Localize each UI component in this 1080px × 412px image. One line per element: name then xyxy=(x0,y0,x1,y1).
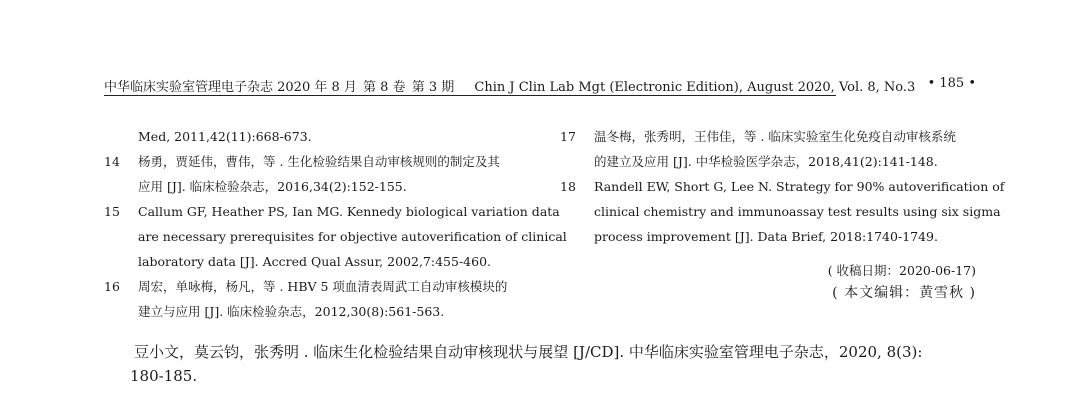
header-left xyxy=(104,76,917,95)
header-journal-cn: 中华临床实验室管理电子杂志 2020 年 8 月 xyxy=(104,80,357,95)
reference-number: 14 xyxy=(104,154,120,169)
reference-text: 杨勇，贾延伟，曹伟，等 . 生化检验结果自动审核规则的制定及其 xyxy=(138,154,500,169)
reference-text: process improvement [J]. Data Brief, 2018:1740-1749. xyxy=(594,229,938,244)
reference-text: Randell EW, Short G, Lee N. Strategy for 90% autoverification of xyxy=(594,179,1005,194)
citation-line: 180-185. xyxy=(130,367,198,385)
citation-line: 豆小文，莫云钧，张秀明 . 临床生化检验结果自动审核现状与展望 [J/CD]. 中华临床实验室管理电子杂志，2020, 8(3): xyxy=(134,343,923,361)
reference-text: Med, 2011,42(11):668-673. xyxy=(138,129,312,144)
reference-list-right xyxy=(560,124,1005,249)
reference-text: are necessary prerequisites for objective autoverification of clinical xyxy=(138,229,567,244)
reference-item xyxy=(104,199,567,274)
reference-text: clinical chemistry and immunoassay test results using six sigma xyxy=(594,204,1001,219)
reference-text: Callum GF, Heather PS, Ian MG. Kennedy biological variation data xyxy=(138,204,560,219)
header-volume: 第 8 卷 xyxy=(363,80,406,95)
reference-item xyxy=(104,149,529,199)
reference-text: laboratory data [J]. Accred Qual Assur, 2002,7:455-460. xyxy=(138,254,491,269)
header-journal-en: Chin J Clin Lab Mgt (Electronic Edition), August 2020, Vol. 8, No.3 xyxy=(474,80,916,95)
editor-credit: ( 本文编辑：黄雪秋 ) xyxy=(832,285,976,301)
page-number: • 185 • xyxy=(927,76,976,91)
reference-item xyxy=(104,274,529,324)
reference-text: 周宏，单咏梅，杨凡，等 . HBV 5 项血清表周武工自动审核模块的 xyxy=(138,279,508,294)
reference-text: 建立与应用 [J]. 临床检验杂志，2012,30(8):561-563. xyxy=(138,304,445,319)
citation-block xyxy=(130,340,994,388)
reference-number: 16 xyxy=(104,279,120,294)
reference-item xyxy=(104,124,529,149)
reference-text: 温冬梅，张秀明，王伟佳，等 . 临床实验室生化免疫自动审核系统 xyxy=(594,129,956,144)
reference-item xyxy=(560,124,980,174)
reference-number: 18 xyxy=(560,179,576,194)
receipt-block xyxy=(828,260,976,304)
header-issue: 第 3 期 xyxy=(411,80,455,95)
reference-text: 的建立及应用 [J]. 中华检验医学杂志，2018,41(2):141-148. xyxy=(594,154,938,169)
header-rule xyxy=(104,95,836,96)
reference-number: 17 xyxy=(560,129,576,144)
reference-number: 15 xyxy=(104,204,120,219)
reference-item xyxy=(560,174,1005,249)
running-header xyxy=(104,76,976,98)
reference-list-left xyxy=(104,124,567,324)
reference-text: 应用 [J]. 临床检验杂志，2016,34(2):152-155. xyxy=(138,179,407,194)
received-date: ( 收稿日期：2020-06-17) xyxy=(827,263,976,278)
